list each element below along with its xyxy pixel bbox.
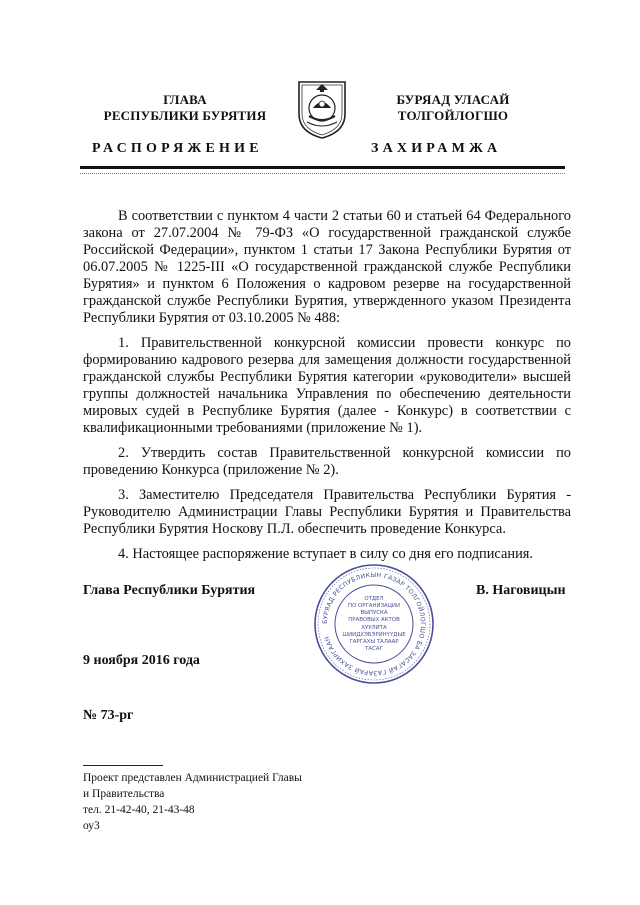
body-paragraph-3: 3. Заместителю Председателя Правительства Республики Бурятия - Руководителю Администрации Главы Республики Бурятия и Правительства Республики Бурятия Носкову П.Л. обеспечить проведение Конкурса. [83, 487, 571, 537]
body-paragraph-1: 1. Правительственной конкурсной комиссии провести конкурс по формированию кадрового резерва для замещения должности государственной гражданской службы Республики Бурятия категории «руководители» высшей группы должностей начальника Управления по обеспечению деятельности мировых судей в Республике Бурятия (далее - Конкурс) в соответствии с квалификационными требованиями (приложение № 1). [83, 335, 571, 436]
footnote-line3: тел. 21-42-40, 21-43-48 [83, 804, 195, 816]
doc-type-right: ЗАХИРАМЖА [371, 141, 502, 156]
svg-text:ВЫПУСКА: ВЫПУСКА [360, 610, 388, 616]
footnote [83, 770, 302, 834]
svg-text:ПРАВОВЫХ АКТОВ: ПРАВОВЫХ АКТОВ [348, 617, 400, 623]
svg-text:ХУУЛИТА: ХУУЛИТА [361, 625, 387, 631]
footnote-line2: и Правительства [83, 788, 165, 800]
signature-name: В. Наговицын [476, 583, 566, 598]
svg-text:ОТДЕЛ: ОТДЕЛ [364, 596, 384, 602]
seal-stamp [312, 562, 436, 686]
document-number: № 73-рг [83, 708, 134, 723]
doc-type-left: РАСПОРЯЖЕНИЕ [92, 141, 263, 156]
body-paragraph-4: 4. Настоящее распоряжение вступает в силу со дня его подписания. [118, 546, 533, 562]
footnote-line1: Проект представлен Администрацией Главы [83, 772, 302, 784]
svg-text:ПО ОРГАНИЗАЦИИ: ПО ОРГАНИЗАЦИИ [348, 603, 400, 609]
header-right-block [338, 92, 568, 124]
header-left-block [70, 92, 300, 124]
header-rule-thick [80, 166, 565, 169]
svg-text:БУРЯАД РЕСПУБЛИКЫН ГАЗАР ТОЛГО: БУРЯАД РЕСПУБЛИКЫН ГАЗАР ТОЛГОЙЛОГШО БА ЗАСАГАЙ ГАЗАРАЙ ЗАХИРГААН [321, 571, 427, 677]
svg-text:ГАРГАХЫ ТАЛААР: ГАРГАХЫ ТАЛААР [349, 639, 399, 645]
body-paragraph-2: 2. Утвердить состав Правительственной конкурсной комиссии по проведению Конкурса (приложение № 2). [83, 445, 571, 478]
footnote-line4: оу3 [83, 820, 100, 832]
body-paragraph-preamble: В соответствии с пунктом 4 части 2 статьи 60 и статьей 64 Федерального закона от 27.07.2004 № 79-ФЗ «О государственной гражданской службе Российской Федерации», пунктом 1 статьи 17 Закона Республики Бурятия от 06.07.2005 № 1225-III «О государственной гражданской службе Республики Бурятия» и пунктом 6 Положения о кадровом резерве на государственной гражданской службе Республики Бурятия, утвержденного указом Президента Республики Бурятия от 03.10.2005 № 488: [83, 208, 571, 326]
signature-label: Глава Республики Бурятия [83, 583, 256, 598]
header-rule-dotted [80, 173, 565, 174]
header-right-line2: ТОЛГОЙЛОГШО [397, 108, 509, 123]
footnote-rule [83, 765, 163, 766]
document-date: 9 ноября 2016 года [83, 653, 200, 668]
header-left-line2: РЕСПУБЛИКИ БУРЯТИЯ [103, 108, 267, 123]
svg-text:ШИИДХЭБЭРИНҮҮДЫЕ: ШИИДХЭБЭРИНҮҮДЫЕ [342, 632, 406, 638]
svg-text:ТАСАГ: ТАСАГ [365, 646, 383, 652]
header-left-line1: ГЛАВА [163, 92, 207, 107]
header-right-line1: БУРЯАД УЛАСАЙ [396, 92, 510, 107]
document-body [83, 208, 571, 571]
